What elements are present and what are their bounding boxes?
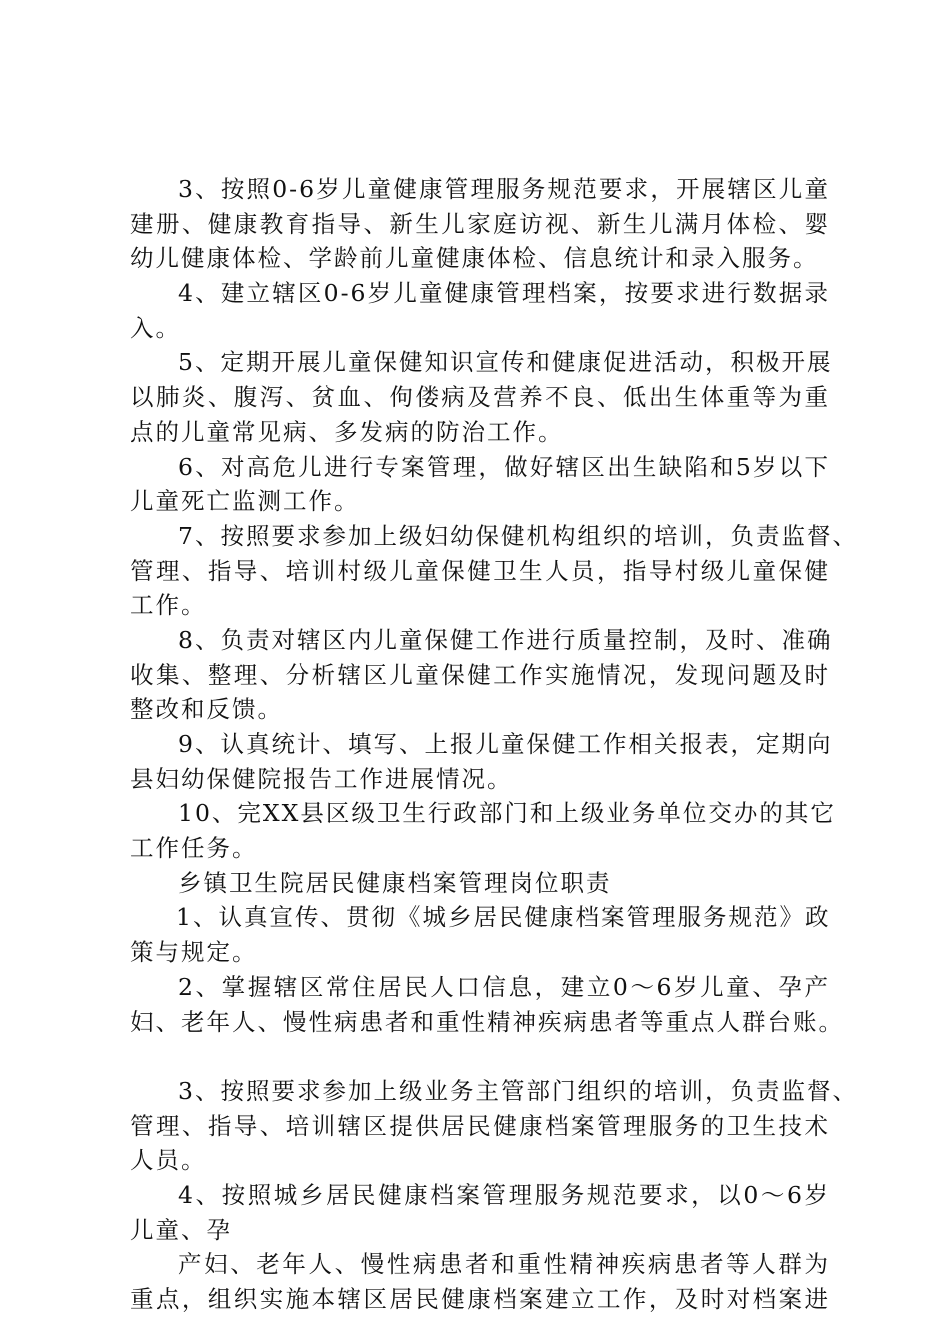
- paragraph-7-line-2: 管理、指导、培训村级儿童保健卫生人员，指导村级儿童保健: [130, 556, 830, 585]
- paragraph-3-line-1: 3、按照0-6岁儿童健康管理服务规范要求，开展辖区儿童: [178, 175, 830, 203]
- duty-3-line-3: 人员。: [130, 1146, 207, 1175]
- duty-1-line-1: 1、认真宣传、贯彻《城乡居民健康档案管理服务规范》政: [176, 903, 831, 932]
- paragraph-7-line-1: 7、按照要求参加上级妇幼保健机构组织的培训，负责监督、: [178, 521, 858, 550]
- duty-4-line-2: 儿童、孕: [130, 1215, 232, 1244]
- paragraph-4-line-2: 入。: [130, 313, 181, 342]
- paragraph-7-line-3: 工作。: [130, 591, 207, 620]
- paragraph-8-line-2: 收集、整理、分析辖区儿童保健工作实施情况，发现问题及时: [130, 660, 830, 689]
- duty-4-line-3: 产妇、老年人、慢性病患者和重性精神疾病患者等人群为: [178, 1250, 830, 1279]
- paragraph-5-line-2: 以肺炎、腹泻、贫血、佝偻病及营养不良、低出生体重等为重: [130, 383, 830, 412]
- paragraph-6-line-1: 6、对高危儿进行专案管理，做好辖区出生缺陷和5岁以下: [178, 452, 830, 481]
- blank-line: [130, 1039, 830, 1074]
- duty-3-line-1: 3、按照要求参加上级业务主管部门组织的培训，负责监督、: [178, 1076, 858, 1105]
- paragraph-3-line-3: 幼儿健康体检、学龄前儿童健康体检、信息统计和录入服务。: [130, 244, 819, 273]
- duty-4-line-1: 4、按照城乡居民健康档案管理服务规范要求，以0～6岁: [178, 1180, 830, 1209]
- duty-1-line-2: 策与规定。: [130, 938, 258, 967]
- duty-4-line-4: 重点，组织实施本辖区居民健康档案建立工作，及时对档案进: [130, 1285, 830, 1313]
- paragraph-4-line-1: 4、建立辖区0-6岁儿童健康管理档案，按要求进行数据录: [178, 279, 830, 308]
- paragraph-8-line-3: 整改和反馈。: [130, 695, 283, 724]
- paragraph-9-line-1: 9、认真统计、填写、上报儿童保健工作相关报表，定期向: [178, 730, 833, 758]
- paragraph-6-line-2: 儿童死亡监测工作。: [130, 487, 360, 516]
- document-body: [130, 172, 858, 1317]
- paragraph-10-line-1: 10、完XX县区级卫生行政部门和上级业务单位交办的其它: [178, 799, 836, 828]
- duty-3-line-2: 管理、指导、培训辖区提供居民健康档案管理服务的卫生技术: [130, 1111, 830, 1140]
- paragraph-5-line-1: 5、定期开展儿童保健知识宣传和健康促进活动，积极开展: [178, 348, 833, 377]
- duty-2-line-2: 妇、老年人、慢性病患者和重性精神疾病患者等重点人群台账。: [130, 1007, 844, 1036]
- paragraph-9-line-2: 县妇幼保健院报告工作进展情况。: [130, 764, 513, 793]
- paragraph-5-line-3: 点的儿童常见病、多发病的防治工作。: [130, 417, 564, 446]
- paragraph-10-line-2: 工作任务。: [130, 834, 258, 863]
- duty-2-line-1: 2、掌握辖区常住居民人口信息，建立0～6岁儿童、孕产: [178, 972, 830, 1001]
- section-heading: 乡镇卫生院居民健康档案管理岗位职责: [178, 868, 612, 897]
- paragraph-8-line-1: 8、负责对辖区内儿童保健工作进行质量控制，及时、准确: [178, 625, 833, 654]
- paragraph-3-line-2: 建册、健康教育指导、新生儿家庭访视、新生儿满月体检、婴: [130, 209, 830, 238]
